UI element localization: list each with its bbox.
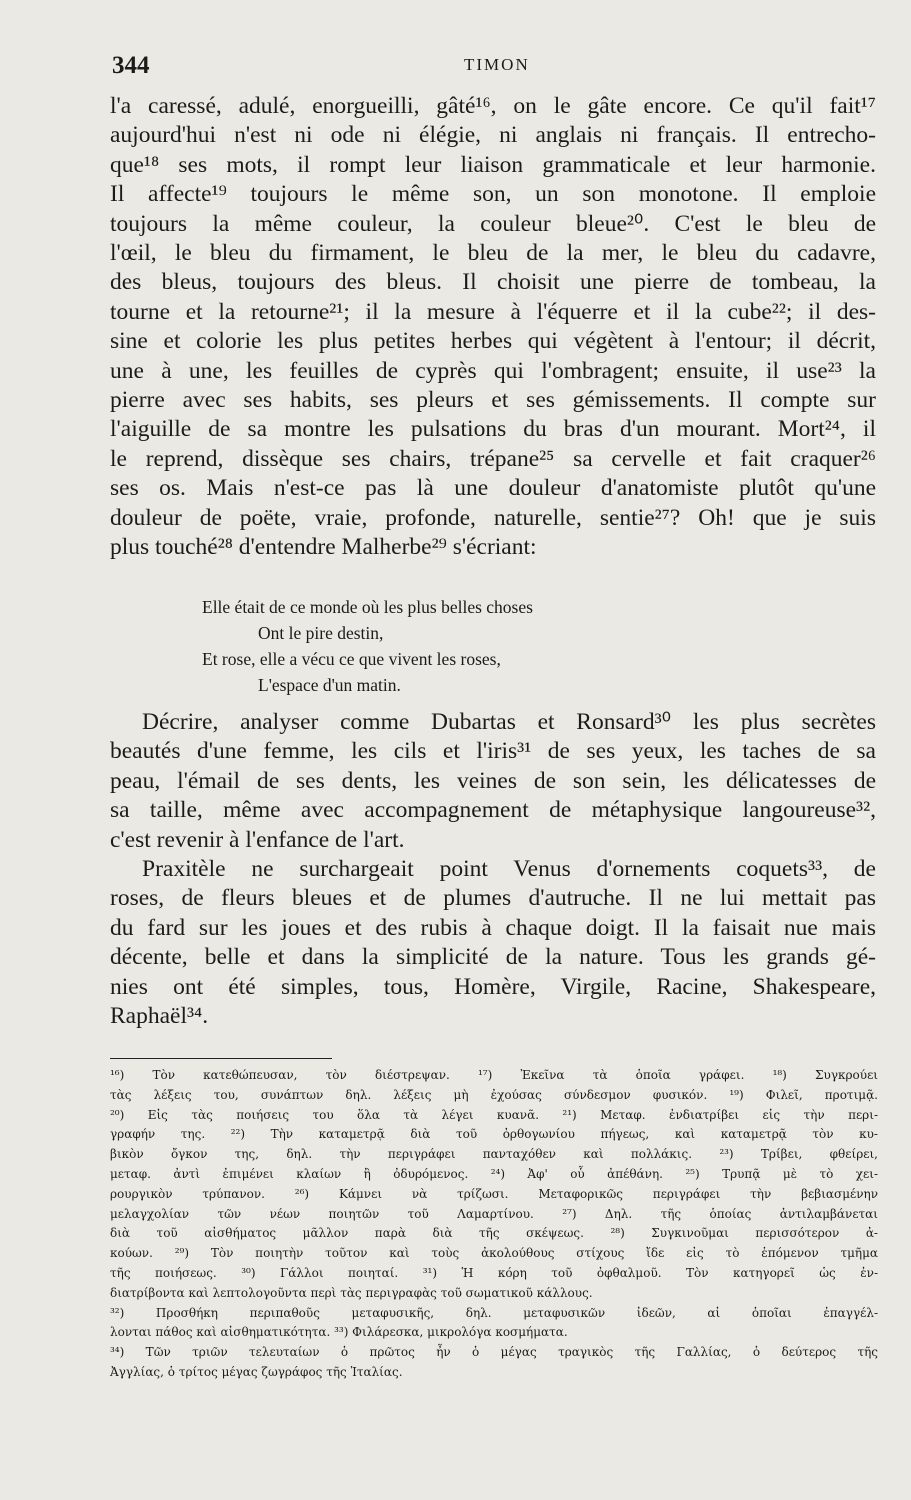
text-line: des bleus, toujours des bleus. Il choisit une pierre de tombeau, la <box>110 269 876 296</box>
footnote-rule <box>110 1058 332 1059</box>
footnote-line: ρουργικὸν τρύπανον. ²⁶) Κάμνει νὰ τρίζωσι. Μεταφορικῶς περιγράφει τὴν βεβιασμένην <box>110 1186 878 1201</box>
text-line: toujours la même couleur, la couleur bleue²⁰. C'est le bleu de <box>110 210 876 237</box>
footnote-line: μεταφ. ἀντὶ ἐπιμένει κλαίων ἢ ὀδυρόμενος. ²⁴) Ἀφ' οὗ ἀπέθάνη. ²⁵) Τρυπᾷ μὲ τὸ χει- <box>110 1166 878 1181</box>
text-line: pierre avec ses habits, ses pleurs et ses gémissements. Il compte sur <box>110 387 876 414</box>
text-line: décente, belle et dans la simplicité de la nature. Tous les grands gé- <box>110 944 876 971</box>
text-line: une à une, les feuilles de cyprès qui l'ombragent; ensuite, il use²³ la <box>110 357 876 384</box>
text-line: plus touché²⁸ d'entendre Malherbe²⁹ s'écriant: <box>110 534 537 561</box>
verse-line: Et rose, elle a vécu ce que vivent les roses, <box>202 649 501 669</box>
text-line: c'est revenir à l'enfance de l'art. <box>110 826 405 853</box>
footnote-line: τῆς ποιήσεως. ³⁰) Γάλλοι ποιηταί. ³¹) Ἡ κόρη τοῦ ὀφθαλμοῦ. Τὸν κατηγορεῖ ὡς ἐν- <box>110 1265 878 1280</box>
paragraphs-2-3 <box>110 708 876 1031</box>
text-line: l'a caressé, adulé, enorgueilli, gâté¹⁶, on le gâte encore. Ce qu'il fait¹⁷ <box>110 93 876 119</box>
footnote-line: διατρίβοντα καὶ λεπτολογοῦντα περὶ τὰς περιγραφὰς τοῦ σωματικοῦ κάλλους. <box>110 1285 593 1300</box>
text-line: Praxitèle ne surchargeait point Venus d'ornements coquets³³, de <box>142 856 876 883</box>
text-line: beautés d'une femme, les cils et l'iris³¹ de ses yeux, les taches de sa <box>110 738 876 765</box>
text-line: douleur de poëte, vraie, profonde, naturelle, sentie²⁷? Oh! que je suis <box>110 504 876 531</box>
footnote-line: Ἀγγλίας, ὁ τρίτος μέγας ζωγράφος τῆς Ἰταλίας. <box>110 1364 403 1379</box>
text-line: sine et colorie les plus petites herbes qui végètent à l'entour; il décrit, <box>110 328 876 355</box>
text-line: le reprend, dissèque ses chairs, trépane²⁵ sa cervelle et fait craquer²⁶ <box>110 445 876 472</box>
text-line: l'aiguille de sa montre les pulsations du bras d'un mourant. Mort²⁴, il <box>110 416 876 443</box>
footnote-line: ³⁴) Τῶν τριῶν τελευταίων ὁ πρῶτος ἦν ὁ μέγας τραγικὸς τῆς Γαλλίας, ὁ δεύτερος τῆς <box>110 1345 878 1360</box>
footnote-line: γραφήν της. ²²) Τὴν καταμετρᾷ διὰ τοῦ ὀρθογωνίου πήγεως, καὶ καταμετρᾷ τὸν κυ- <box>110 1127 878 1142</box>
text-line: sa taille, même avec accompagnement de métaphysique langoureuse³², <box>110 797 876 824</box>
verse-line: L'espace d'un matin. <box>258 675 401 695</box>
page-header <box>112 52 882 82</box>
text-line: l'œil, le bleu du firmament, le bleu de la mer, le bleu du cadavre, <box>110 240 876 267</box>
footnote-line: βικὸν ὄγκον της, δηλ. τὴν περιγράφει πανταχόθεν καὶ πολλάκις. ²³) Τρίβει, φθείρει, <box>110 1147 878 1162</box>
text-line: aujourd'hui n'est ni ode ni élégie, ni anglais ni français. Il entrecho- <box>110 122 876 149</box>
footnote-line: ³²) Προσθήκη περιπαθοῦς μεταφυσικῆς, δηλ. μεταφυσικῶν ἰδεῶν, αἱ ὁποῖαι ἐπαγγέλ- <box>110 1305 878 1320</box>
text-line: que¹⁸ ses mots, il rompt leur liaison grammaticale et leur harmonie. <box>110 151 876 178</box>
text-line: roses, de fleurs bleues et de plumes d'autruche. Il ne lui mettait pas <box>110 885 876 912</box>
footnote-line: λονται πάθος καὶ αἰσθηματικότητα. ³³) Φιλάρεσκα, μικρολόγα κοσμήματα. <box>110 1325 568 1340</box>
text-line: du fard sur les joues et des rubis à chaque doigt. Il la faisait nue mais <box>110 914 876 941</box>
text-line: Il affecte¹⁹ toujours le même son, un son monotone. Il emploie <box>110 181 876 208</box>
footnote-line: τὰς λέξεις του, συνάπτων δηλ. λέξεις μὴ ἐχούσας σύνδεσμον φυσικόν. ¹⁹) Φιλεῖ, προτιμᾷ. <box>110 1087 878 1102</box>
footnotes <box>110 1066 878 1383</box>
verse-quotation <box>202 594 722 698</box>
verse-line: Ont le pire destin, <box>258 623 384 643</box>
paragraph-1 <box>110 92 876 563</box>
running-head: TIMON <box>464 55 530 74</box>
text-line: nies ont été simples, tous, Homère, Virgile, Racine, Shakespeare, <box>110 973 876 1000</box>
footnote-line: ¹⁶) Τὸν κατεθώπευσαν, τὸν διέστρεψαν. ¹⁷) Ἐκεῖνα τὰ ὁποῖα γράφει. ¹⁸) Συγκρούει <box>110 1068 878 1082</box>
text-line: peau, l'émail de ses dents, les veines de son sein, les délicatesses de <box>110 767 876 794</box>
footnote-line: ²⁰) Εἰς τὰς ποιήσεις του ὅλα τὰ λέγει κυανᾶ. ²¹) Μεταφ. ἐνδιατρίβει εἰς τὴν περι- <box>110 1107 878 1122</box>
text-line: ses os. Mais n'est-ce pas là une douleur d'anatomiste plutôt qu'une <box>110 475 876 502</box>
footnote-line: διὰ τοῦ αἰσθήματος μᾶλλον παρὰ διὰ τῆς σκέψεως. ²⁸) Συγκινοῦμαι περισσότερον ἀ- <box>110 1226 878 1241</box>
text-line: Décrire, analyser comme Dubartas et Ronsard³⁰ les plus secrètes <box>142 709 876 735</box>
text-line: tourne et la retourne²¹; il la mesure à l'équerre et il la cube²²; il des- <box>110 298 876 325</box>
verse-line: Elle était de ce monde où les plus belles choses <box>202 597 533 617</box>
footnote-line: μελαγχολίαν τῶν νέων ποιητῶν τοῦ Λαμαρτίνου. ²⁷) Δηλ. τῆς ὁποίας ἀντιλαμβάνεται <box>110 1206 878 1221</box>
page-number: 344 <box>112 52 150 79</box>
text-line: Raphaël³⁴. <box>110 1003 209 1030</box>
footnote-line: κούων. ²⁹) Τὸν ποιητὴν τοῦτον καὶ τοὺς ἀκολούθους στίχους ἴδε εἰς τὸ ἑπόμενον τμῆμα <box>110 1246 878 1261</box>
